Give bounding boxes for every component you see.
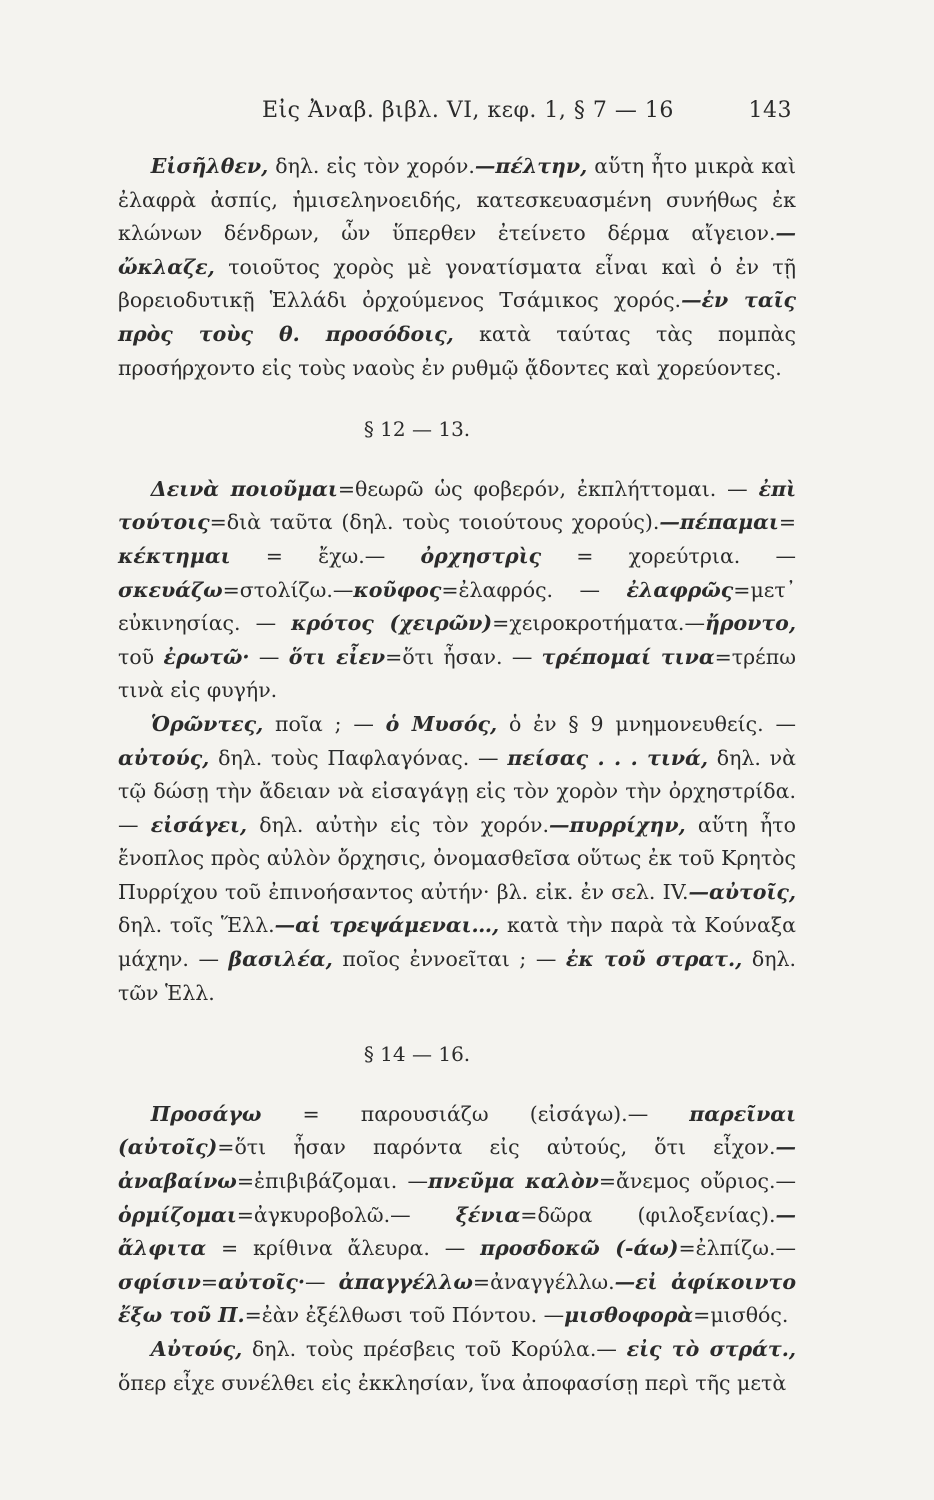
gloss-text: =διὰ ταῦτα (δηλ. τοὺς τοιούτους χορούς). — [209, 510, 660, 535]
lemma: —εἰ ἀφίκοιντο ἔξω τοῦ Π. — [118, 1269, 796, 1328]
gloss-text: =ἐλπίζω.— — [678, 1236, 796, 1261]
gloss-text: =ἄνεμος οὔριος.— — [598, 1169, 797, 1194]
gloss-text: δηλ. τῶν Ἑλλ. — [118, 947, 796, 1005]
gloss-text: δηλ. τοῖς Ἕλλ. — [118, 913, 275, 938]
lemma: Εἰσῆλθεν, — [150, 154, 269, 178]
lemma: Ὁρῶντες, — [150, 711, 264, 736]
gloss-text: = — [778, 510, 796, 535]
lemma: κέκτημαι — [118, 543, 231, 568]
lemma: —αἱ τρεψάμεναι…, — [274, 913, 500, 938]
lemma: ἐπὶ τούτοις — [118, 476, 796, 535]
gloss-text: =τρέπω τινὰ εἰς φυγήν. — [118, 644, 796, 703]
gloss-text: δηλ. εἰς τὸν χορόν. — [268, 154, 475, 178]
lemma: Προσάγω — [150, 1101, 262, 1126]
lemma: ξένια — [455, 1202, 521, 1227]
gloss-text: δηλ. τοὺς πρέσβεις τοῦ Κορύλα.— — [242, 1337, 627, 1361]
gloss-text: =ἀγκυροβολῶ.— — [236, 1202, 456, 1227]
lemma: —πυρρίχην, — [549, 812, 686, 837]
gloss-text: =στολίζω.— — [222, 577, 354, 602]
commentary-text — [118, 150, 796, 1400]
commentary-paragraph — [118, 1333, 796, 1400]
lemma: —πέπαμαι — [659, 510, 779, 535]
lemma: —ἐν ταῖς πρὸς τοὺς θ. προσόδοις, — [118, 288, 796, 346]
gloss-text: τοῦ — [118, 644, 164, 669]
lemma: —ὤκλαζε, — [118, 221, 796, 279]
lemma: ἤροντο, — [704, 611, 796, 636]
gloss-text: κατὰ τὴν παρὰ τὰ Κούναξα μάχην. — — [118, 913, 796, 972]
lemma: προσδοκῶ (-άω) — [480, 1236, 679, 1261]
gloss-text: =μετ᾿ εὐκινησίας. — — [118, 577, 796, 636]
lemma: σκευάζω — [118, 577, 223, 602]
gloss-text: ὁ ἐν § 9 μνημονευθείς. — — [497, 711, 796, 736]
lemma: ὀρχηστρὶς — [420, 543, 542, 568]
lemma: κρότος (χειρῶν) — [291, 611, 493, 636]
gloss-text: ποῖος ἐννοεῖται ; — — [332, 947, 566, 972]
lemma: μισθοφορὰ — [564, 1303, 694, 1328]
gloss-text: = — [200, 1269, 219, 1294]
lemma: ἐλαφρῶς — [626, 577, 734, 602]
lemma: εἰσάγει, — [150, 812, 248, 837]
gloss-text: =ἀναγγέλλω. — [472, 1269, 615, 1294]
commentary-paragraph — [118, 1098, 796, 1333]
gloss-text: =ὅτι ἦσαν. — — [385, 644, 542, 669]
section-heading: § 12 — 13. — [363, 417, 471, 442]
lemma: Αὐτούς, — [150, 1337, 243, 1361]
gloss-text: — — [305, 1269, 339, 1294]
lemma: παρεῖναι (αὐτοῖς) — [118, 1101, 796, 1160]
lemma: ἐκ τοῦ στρατ., — [565, 947, 743, 972]
gloss-text: = κρίθινα ἄλευρα. — — [206, 1236, 481, 1261]
gloss-text: ποῖα ; — — [263, 711, 386, 736]
lemma: αὐτοῖς· — [218, 1269, 306, 1294]
lemma: ἀπαγγέλλω — [338, 1269, 473, 1294]
gloss-text: δηλ. τοὺς Παφλαγόνας. — — [209, 745, 508, 770]
gloss-text: =ἐπιβιβάζομαι. — — [236, 1169, 428, 1194]
gloss-text: = παρουσιάζω (εἰσάγω).— — [261, 1101, 690, 1126]
lemma: Δεινὰ ποιοῦμαι — [150, 476, 338, 501]
lemma: ὁρμίζομαι — [118, 1202, 237, 1227]
gloss-text: = χορεύτρια. — — [541, 543, 796, 568]
lemma: ἐρωτῶ· — [163, 644, 250, 669]
lemma: τρέπομαί τινα — [541, 644, 715, 669]
gloss-text: — — [249, 644, 289, 669]
lemma: σφίσιν — [118, 1269, 201, 1294]
section-heading: § 14 — 16. — [363, 1042, 471, 1067]
gloss-text: δηλ. αὐτὴν εἰς τὸν χορόν. — [247, 812, 550, 837]
lemma: —πέλτην, — [474, 154, 588, 178]
lemma: πνεῦμα καλὸν — [427, 1169, 599, 1194]
gloss-text: τοιοῦτος χορὸς μὲ γονατίσματα εἶναι καὶ ὁ ἐν τῇ βορειοδυτικῇ Ἑλλάδι ὀρχούμενος Τσάμικος χορός. — [118, 254, 796, 313]
lemma: —αὐτοῖς, — [688, 879, 796, 904]
gloss-text: =χειροκροτήματα.— — [492, 611, 705, 636]
gloss-text: =δῶρα (φιλοξενίας). — [520, 1202, 776, 1227]
lemma: αὐτούς, — [118, 745, 210, 770]
commentary-paragraph — [118, 150, 796, 385]
gloss-text: = ἔχω.— — [230, 543, 421, 568]
commentary-paragraph — [118, 708, 796, 1010]
lemma: —ἄλφιτα — [118, 1202, 796, 1261]
lemma: βασιλέα, — [228, 947, 333, 972]
gloss-text: =ὅτι ἦσαν παρόντα εἰς αὐτούς, ὅτι εἶχον. — [217, 1135, 776, 1160]
lemma: ὁ Μυσός, — [385, 711, 498, 736]
gloss-text: =ἐλαφρός. — — [441, 577, 627, 602]
gloss-text: αὕτη ἦτο μικρὰ καὶ ἐλαφρὰ ἀσπίς, ἡμισεληνοειδής, κατεσκευασμένη συνήθως ἐκ κλώνων δένδρων, ὧν ὕπερθεν ἐτείνετο δέρμα αἴγειον. — [118, 154, 796, 246]
lemma: ὅτι εἶεν — [288, 644, 386, 669]
running-title: Εἰς Ἀναβ. βιβλ. VI, κεφ. 1, § 7 — 16 — [262, 98, 674, 123]
gloss-text: =μισθός. — [693, 1303, 789, 1328]
gloss-text: αὕτη ἦτο ἔνοπλος πρὸς αὐλὸν ὄρχησις, ὀνομασθεῖσα οὕτως ἐκ τοῦ Κρητὸς Πυρρίχου τοῦ ἐπινοήσαντος αὐτήν· βλ. εἰκ. ἐν σελ. IV. — [118, 812, 796, 904]
lemma: πείσας . . . τινά, — [507, 745, 708, 770]
gloss-text: =θεωρῶ ὡς φοβερόν, ἐκπλήττομαι. — — [337, 476, 759, 501]
commentary-paragraph — [118, 473, 796, 708]
lemma: κοῦφος — [353, 577, 442, 602]
gloss-text: ὅπερ εἶχε συνέλθει εἰς ἐκκλησίαν, ἵνα ἀποφασίσῃ περὶ τῆς μετὰ — [118, 1370, 787, 1395]
running-header — [262, 98, 792, 123]
gloss-text: δηλ. νὰ τῷ δώσῃ τὴν ἄδειαν νὰ εἰσαγάγῃ εἰς τὸν χορὸν τὴν ὀρχηστρίδα.— — [118, 745, 796, 837]
gloss-text: κατὰ ταύτας τὰς πομπὰς προσήρχοντο εἰς τοὺς ναοὺς ἐν ρυθμῷ ᾄδοντες καὶ χορεύοντες. — [118, 321, 796, 380]
lemma: εἰς τὸ στράτ., — [626, 1337, 796, 1361]
gloss-text: =ἐὰν ἐξέλθωσι τοῦ Πόντου. — — [244, 1303, 565, 1328]
lemma: —ἀναβαίνω — [118, 1135, 796, 1194]
page-number: 143 — [748, 98, 792, 123]
